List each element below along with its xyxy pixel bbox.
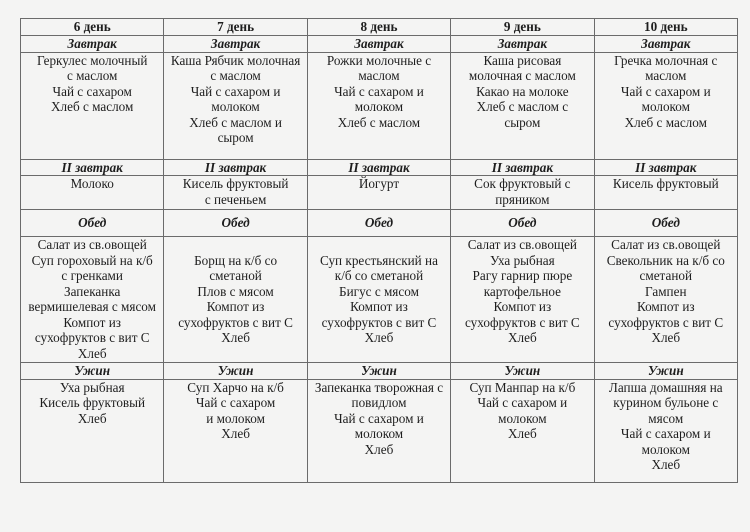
- menu-item-line: к/б со сметаной: [334, 268, 424, 283]
- second-breakfast-label: II завтрак: [451, 159, 594, 176]
- breakfast-label: Завтрак: [21, 36, 164, 53]
- menu-item-line: Суп Харчо на к/б: [187, 379, 284, 395]
- lunch-cell: [451, 237, 594, 363]
- lunch-cell: [21, 237, 164, 363]
- menu-item-line: Геркулес молочный: [36, 52, 148, 68]
- lunch-cell: [307, 237, 450, 363]
- dinner-label: Ужин: [307, 363, 450, 380]
- menu-item-line: Какао на молоке: [476, 83, 569, 99]
- menu-item-line: молоком: [641, 99, 690, 114]
- menu-item-line: Компот из: [636, 299, 695, 314]
- dinner-cell: [307, 379, 450, 482]
- menu-item-line: молоком: [354, 426, 404, 441]
- menu-item-line: сыром: [217, 130, 254, 145]
- lunch-label: Обед: [164, 210, 307, 237]
- menu-item-line: Чай с сахаром и: [620, 83, 711, 99]
- menu-item-line: молоком: [354, 99, 404, 114]
- second-breakfast-label-row: [21, 159, 738, 176]
- menu-item-line: Хлеб: [221, 426, 250, 441]
- menu-item-line: Борщ на к/б со: [194, 252, 278, 268]
- menu-item-line: сухофруктов с вит С: [464, 314, 580, 330]
- blank-line: [310, 237, 448, 253]
- menu-item-line: Кисель фруктовый: [612, 176, 719, 191]
- menu-item-line: с гренками: [61, 268, 123, 283]
- menu-item-line: Компот из: [206, 299, 265, 314]
- menu-item-line: молоком: [641, 441, 690, 457]
- lunch-label: Обед: [594, 210, 737, 237]
- menu-item-line: Хлеб: [221, 330, 250, 345]
- menu-item-line: Каша Рябчик молочная: [170, 52, 301, 68]
- menu-item-line: сухофруктов с вит С: [608, 314, 724, 330]
- menu-item-line: Суп крестьянский на: [320, 252, 438, 268]
- dinner-label-row: [21, 363, 738, 380]
- second-breakfast-row: [21, 176, 738, 210]
- menu-item-line: Уха рыбная: [59, 379, 125, 395]
- menu-item-line: сухофруктов с вит С: [34, 330, 150, 345]
- menu-item-line: маслом: [358, 68, 400, 83]
- menu-item-line: Рагу гарнир пюре: [472, 268, 573, 283]
- day-header: 9 день: [451, 19, 594, 36]
- menu-item-line: сухофруктов с вит С: [178, 314, 293, 330]
- menu-item-line: Компот из: [493, 299, 552, 314]
- breakfast-cell: [307, 52, 450, 159]
- menu-item-line: с печеньем: [204, 191, 267, 207]
- menu-item-line: Чай с сахаром и: [477, 395, 568, 410]
- menu-item-line: Хлеб: [651, 457, 681, 472]
- breakfast-cell: [21, 52, 164, 159]
- menu-item-line: Кисель фруктовый: [39, 395, 146, 410]
- menu-item-line: Хлеб с маслом с: [476, 99, 569, 114]
- breakfast-cell: [594, 52, 737, 159]
- breakfast-label-row: [21, 36, 738, 53]
- breakfast-label: Завтрак: [307, 36, 450, 53]
- second-breakfast-label: II завтрак: [307, 159, 450, 176]
- breakfast-row: [21, 52, 738, 159]
- breakfast-label: Завтрак: [594, 36, 737, 53]
- menu-item-line: молоком: [211, 99, 260, 114]
- menu-item-line: повидлом: [351, 395, 407, 410]
- dinner-cell: [21, 379, 164, 482]
- breakfast-label: Завтрак: [451, 36, 594, 53]
- menu-item-line: и молоком: [206, 410, 265, 426]
- menu-item-line: Хлеб с маслом: [51, 99, 134, 114]
- menu-item-line: Чай с сахаром: [195, 395, 276, 410]
- menu-item-line: молочная с маслом: [468, 68, 576, 83]
- menu-item-line: Каша рисовая: [483, 52, 562, 68]
- menu-item-line: Сок фруктовый с: [474, 176, 571, 191]
- menu-item-line: Салат из св.овощей: [611, 237, 721, 252]
- menu-item-line: Чай с сахаром: [52, 83, 132, 99]
- menu-item-line: Хлеб: [651, 330, 681, 345]
- menu-item-line: Свекольник на к/б со: [606, 252, 725, 268]
- blank-line: [166, 237, 304, 253]
- menu-item-line: Салат из св.овощей: [37, 237, 147, 252]
- menu-item-line: Компот из: [350, 299, 408, 314]
- day-header: 8 день: [307, 19, 450, 36]
- menu-item-line: Компот из: [63, 314, 122, 330]
- menu-item-line: Хлеб с маслом и: [189, 114, 282, 130]
- dinner-cell: [451, 379, 594, 482]
- lunch-label-row: [21, 210, 738, 237]
- menu-item-line: Чай с сахаром и: [334, 410, 424, 426]
- day-header-row: [21, 19, 738, 36]
- day-header: 7 день: [164, 19, 307, 36]
- menu-item-line: Рожки молочные с: [326, 52, 432, 68]
- menu-item-line: Плов с мясом: [197, 283, 274, 299]
- menu-item-line: Молоко: [70, 176, 114, 191]
- menu-item-line: Бигус с мясом: [339, 283, 419, 299]
- menu-item-line: вермишелевая с мясом: [28, 299, 156, 314]
- menu-item-line: пряником: [495, 191, 550, 207]
- menu-item-line: Гречка молочная с: [614, 52, 718, 68]
- dinner-label: Ужин: [21, 363, 164, 380]
- second-breakfast-label: II завтрак: [594, 159, 737, 176]
- menu-item-line: Запеканка: [64, 283, 121, 299]
- menu-item-line: маслом: [645, 68, 687, 83]
- menu-item-line: Суп гороховый на к/б: [31, 252, 153, 268]
- second-breakfast-cell: [164, 176, 307, 210]
- menu-item-line: Хлеб: [77, 410, 107, 426]
- menu-item-line: Гампен: [645, 283, 687, 299]
- menu-item-line: Хлеб с маслом: [624, 114, 707, 130]
- lunch-label: Обед: [451, 210, 594, 237]
- menu-item-line: Чай с сахаром и: [334, 83, 424, 99]
- menu-item-line: курином бульоне с: [613, 395, 719, 410]
- menu-item-line: Салат из св.овощей: [467, 237, 577, 252]
- menu-item-line: молоком: [498, 410, 547, 426]
- menu-item-line: Хлеб: [364, 330, 394, 345]
- dinner-cell: [164, 379, 307, 482]
- menu-item-line: Хлеб: [364, 441, 394, 457]
- menu-item-line: мясом: [648, 410, 684, 426]
- day-header: 10 день: [594, 19, 737, 36]
- menu-item-line: Уха рыбная: [490, 252, 555, 268]
- menu-item-line: сухофруктов с вит С: [321, 314, 437, 330]
- menu-item-line: Хлеб с маслом: [337, 114, 421, 130]
- menu-item-line: картофельное: [483, 283, 562, 299]
- lunch-label: Обед: [307, 210, 450, 237]
- dinner-label: Ужин: [164, 363, 307, 380]
- lunch-row: [21, 237, 738, 363]
- menu-item-line: Йогурт: [358, 176, 400, 191]
- menu-item-line: Хлеб: [77, 345, 107, 361]
- second-breakfast-cell: [21, 176, 164, 210]
- dinner-cell: [594, 379, 737, 482]
- menu-item-line: сыром: [504, 114, 541, 130]
- menu-item-line: Запеканка творожная с: [314, 379, 444, 395]
- menu-item-line: Хлеб: [508, 330, 537, 345]
- menu-item-line: с маслом: [210, 68, 261, 83]
- dinner-label: Ужин: [451, 363, 594, 380]
- second-breakfast-cell: [307, 176, 450, 210]
- menu-item-line: Чай с сахаром и: [190, 83, 281, 99]
- lunch-cell: [164, 237, 307, 363]
- breakfast-cell: [164, 52, 307, 159]
- lunch-cell: [594, 237, 737, 363]
- menu-item-line: Хлеб: [508, 426, 537, 441]
- menu-item-line: с маслом: [67, 68, 118, 83]
- second-breakfast-cell: [594, 176, 737, 210]
- menu-item-line: сметаной: [209, 268, 262, 283]
- menu-item-line: Лапша домашняя на: [608, 379, 723, 395]
- lunch-label: Обед: [21, 210, 164, 237]
- breakfast-label: Завтрак: [164, 36, 307, 53]
- menu-item-line: Чай с сахаром и: [620, 426, 711, 441]
- dinner-label: Ужин: [594, 363, 737, 380]
- second-breakfast-label: II завтрак: [164, 159, 307, 176]
- second-breakfast-cell: [451, 176, 594, 210]
- dinner-row: [21, 379, 738, 482]
- second-breakfast-label: II завтрак: [21, 159, 164, 176]
- day-header: 6 день: [21, 19, 164, 36]
- menu-item-line: сметаной: [639, 268, 693, 283]
- menu-table: [20, 18, 738, 483]
- menu-item-line: Кисель фруктовый: [182, 176, 289, 191]
- menu-item-line: Суп Манпар на к/б: [469, 379, 576, 395]
- breakfast-cell: [451, 52, 594, 159]
